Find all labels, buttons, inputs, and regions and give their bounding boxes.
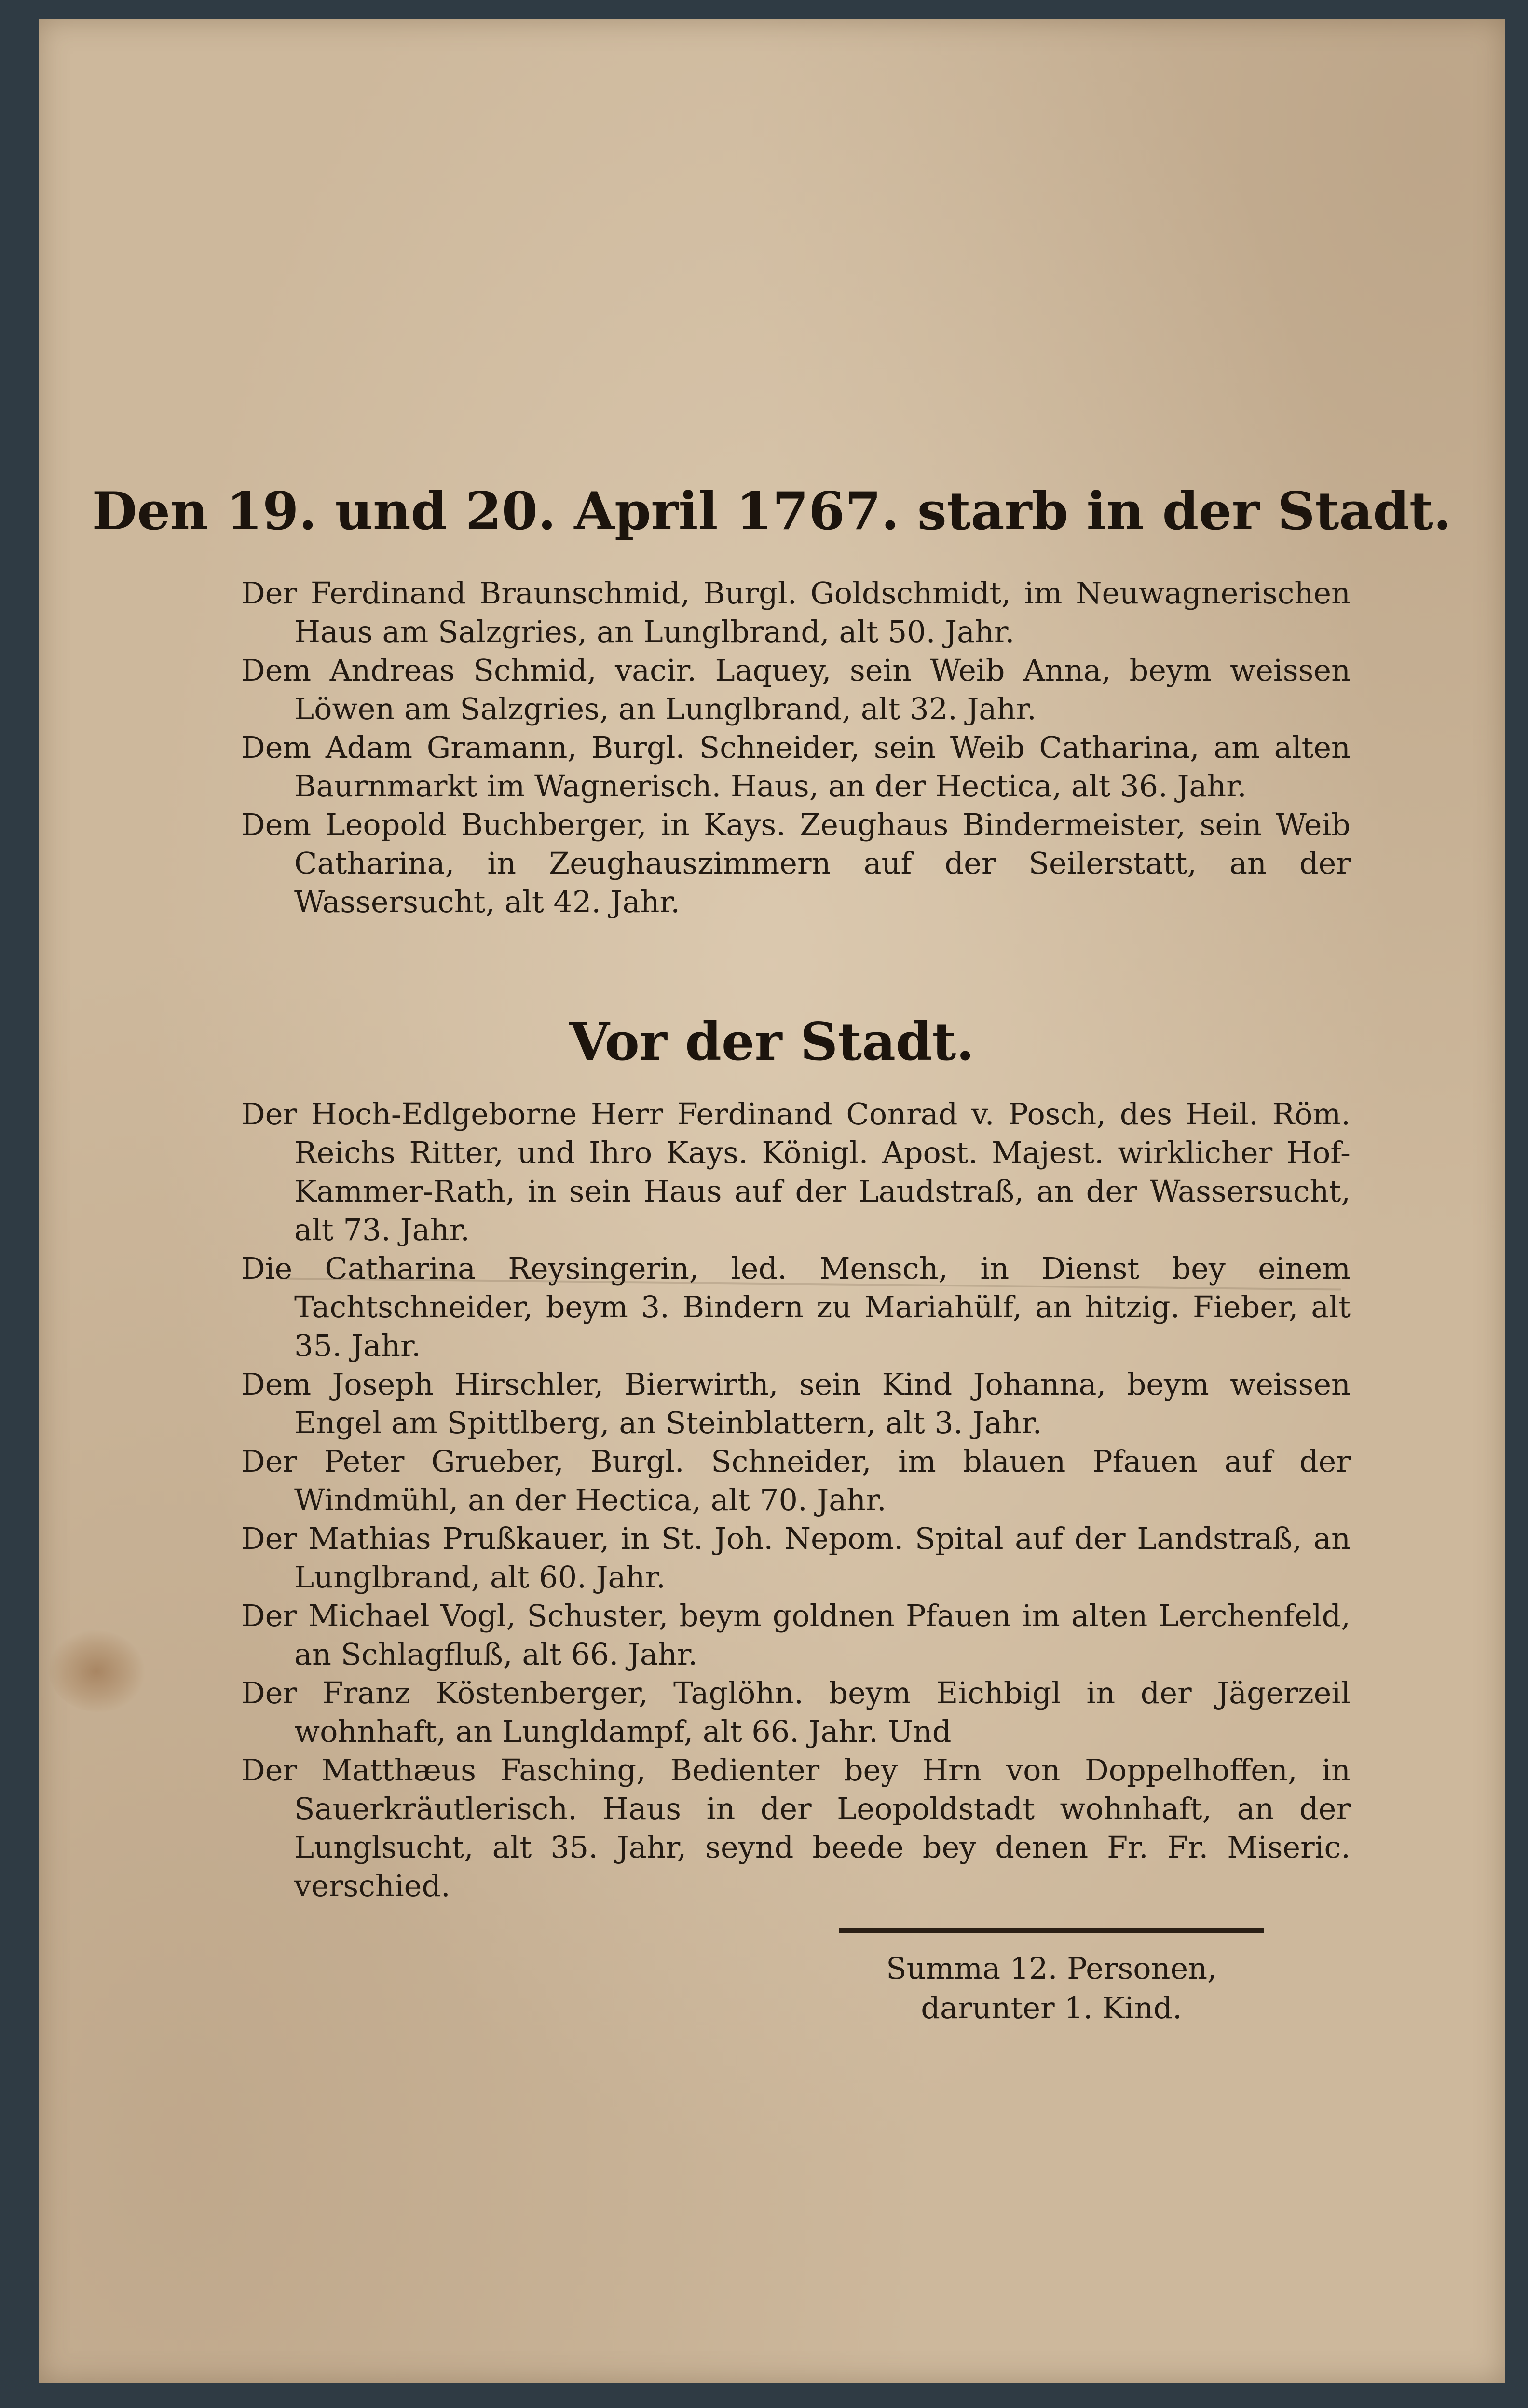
- list-item: Dem Leopold Buchberger, in Kays. Zeughaus Bindermeister, sein Weib Catharina, in Zeughauszimmern auf der Seilerstatt, an der Wassersucht, alt 42. Jahr.: [241, 807, 1351, 919]
- list-item: Der Michael Vogl, Schuster, beym goldnen Pfauen im alten Lerchenfeld, an Schlagfluß, alt 66. Jahr.: [241, 1598, 1351, 1672]
- death-list-city: [241, 574, 1351, 921]
- list-item: Der Peter Grueber, Burgl. Schneider, im blauen Pfauen auf der Windmühl, an der Hectica, alt 70. Jahr.: [241, 1444, 1351, 1518]
- summary-children: darunter 1. Kind.: [921, 1990, 1182, 2025]
- summary-block: [820, 1949, 1283, 2028]
- list-item: Dem Adam Gramann, Burgl. Schneider, sein Weib Catharina, am alten Baurnmarkt im Wagnerisch. Haus, an der Hectica, alt 36. Jahr.: [241, 730, 1351, 804]
- section-heading-city: Den 19. und 20. April 1767. starb in der Stadt.: [92, 481, 1452, 542]
- list-item: Der Franz Köstenberger, Taglöhn. beym Eichbigl in der Jägerzeil wohnhaft, an Lungldampf, alt 66. Jahr. Und: [241, 1675, 1351, 1749]
- summary-total: Summa 12. Personen,: [886, 1951, 1217, 1986]
- list-item: Die Catharina Reysingerin, led. Mensch, in Dienst bey einem Tachtschneider, beym 3. Bindern zu Mariahülf, an hitzig. Fieber, alt 35. Jahr.: [241, 1251, 1351, 1363]
- list-item: Der Matthæus Fasching, Bedienter bey Hrn von Doppelhoffen, in Sauerkräutlerisch. Haus in der Leopoldstadt wohnhaft, an der Lunglsucht, alt 35. Jahr, seynd beede bey denen Fr. Fr. Miseric. verschied.: [241, 1752, 1351, 1903]
- document-page: [39, 19, 1505, 2383]
- section-heading-outside-city: Vor der Stadt.: [569, 1012, 974, 1072]
- list-item: Der Ferdinand Braunschmid, Burgl. Goldschmidt, im Neuwagnerischen Haus am Salzgries, an Lunglbrand, alt 50. Jahr.: [241, 575, 1351, 649]
- water-stain: [48, 1630, 145, 1712]
- death-list-outside-city: [241, 1095, 1351, 1905]
- list-item: Der Hoch-Edlgeborne Herr Ferdinand Conrad v. Posch, des Heil. Röm. Reichs Ritter, und Ihro Kays. Königl. Apost. Majest. wirklicher Hof-Kammer-Rath, in sein Haus auf der Laudstraß, an der Wassersucht, alt 73. Jahr.: [241, 1096, 1351, 1247]
- summary-divider: [839, 1928, 1264, 1933]
- list-item: Dem Joseph Hirschler, Bierwirth, sein Kind Johanna, beym weissen Engel am Spittlberg, an Steinblattern, alt 3. Jahr.: [241, 1367, 1351, 1440]
- list-item: Dem Andreas Schmid, vacir. Laquey, sein Weib Anna, beym weissen Löwen am Salzgries, an Lunglbrand, alt 32. Jahr.: [241, 653, 1351, 726]
- list-item: Der Mathias Prußkauer, in St. Joh. Nepom. Spital auf der Landstraß, an Lunglbrand, alt 60. Jahr.: [241, 1521, 1351, 1595]
